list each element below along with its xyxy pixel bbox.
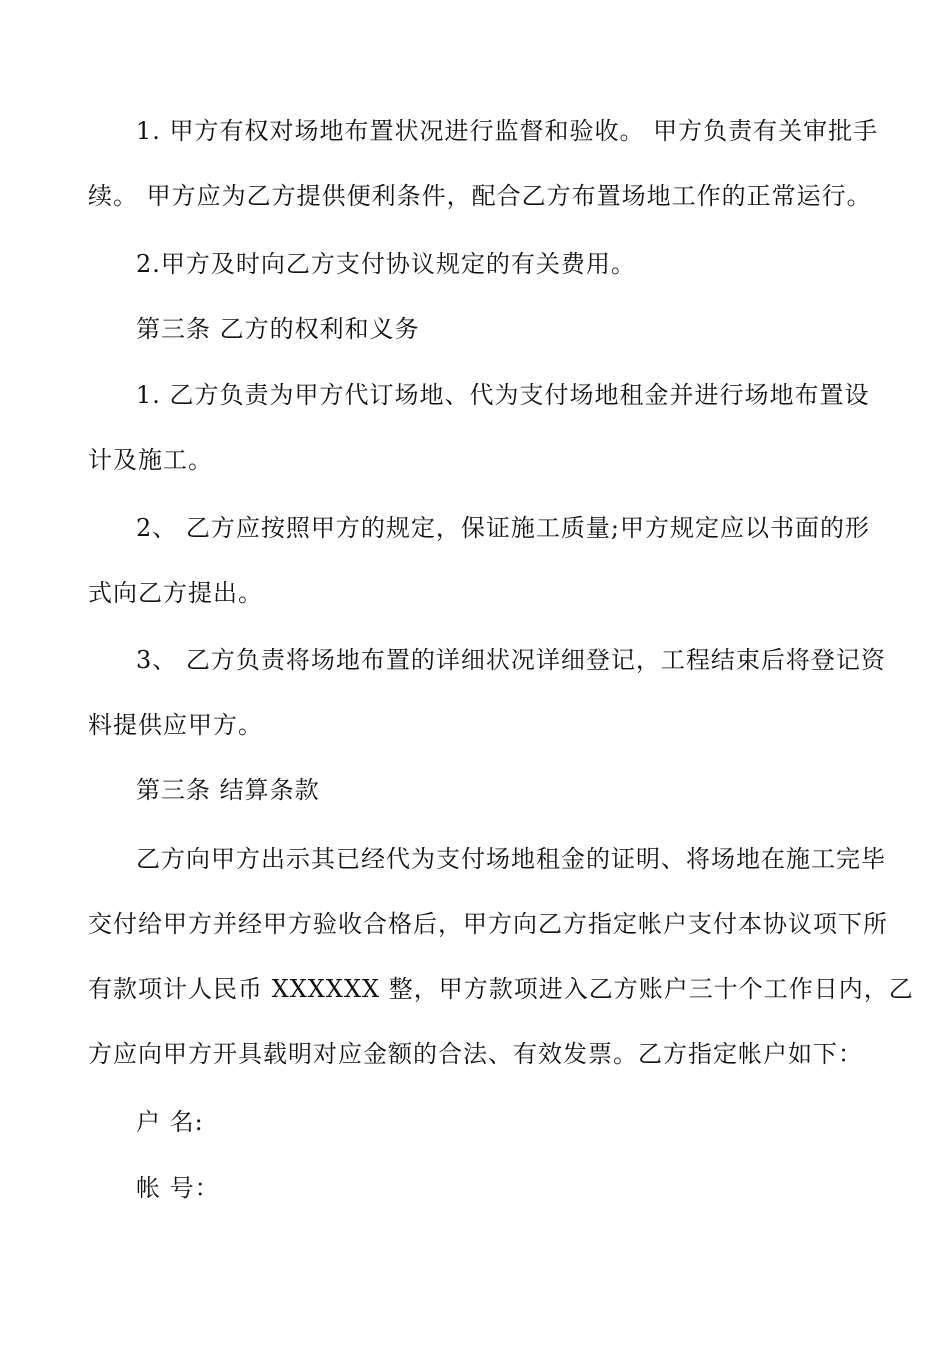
section-heading-settlement (88, 758, 868, 823)
paragraph-settlement-terms (88, 827, 914, 1087)
text-line: 有款项计人民币 XXXXXX 整，甲方款项进入乙方账户三十个工作日内，乙 (88, 975, 914, 1003)
text-line: 1. 甲方有权对场地布置状况进行监督和验收。 甲方负责有关审批手 (136, 117, 879, 145)
text-line: 式向乙方提出。 (88, 579, 263, 607)
section-heading-party-b-rights (88, 297, 868, 362)
paragraph-party-b-duty-3 (88, 628, 886, 758)
text-line: 续。 甲方应为乙方提供便利条件，配合乙方布置场地工作的正常运行。 (88, 182, 872, 210)
text-line: 交付给甲方并经甲方验收合格后，甲方向乙方指定帐户支付本协议项下所 (88, 910, 888, 938)
text-line: 方应向甲方开具载明对应金额的合法、有效发票。乙方指定帐户如下： (88, 1040, 863, 1068)
account-name-field (88, 1090, 868, 1155)
text-line: 1. 乙方负责为甲方代订场地、代为支付场地租金并进行场地布置设 (136, 381, 870, 409)
text-line: 乙方向甲方出示其已经代为支付场地租金的证明、将场地在施工完毕 (136, 845, 886, 873)
text-line: 第三条 乙方的权利和义务 (136, 315, 420, 343)
account-number-field (88, 1156, 868, 1221)
paragraph-party-b-duty-2 (88, 496, 868, 626)
text-line: 2.甲方及时向乙方支付协议规定的有关费用。 (136, 250, 636, 278)
text-line: 2、 乙方应按照甲方的规定，保证施工质量;甲方规定应以书面的形 (136, 514, 870, 542)
text-line: 料提供应甲方。 (88, 711, 263, 739)
text-line: 计及施工。 (88, 446, 213, 474)
text-line: 户 名: (136, 1108, 204, 1136)
text-line: 3、 乙方负责将场地布置的详细状况详细登记，工程结束后将登记资 (136, 646, 886, 674)
paragraph-party-a-rights-2 (88, 232, 868, 297)
text-line: 第三条 结算条款 (136, 776, 320, 804)
text-line: 帐 号： (136, 1174, 220, 1202)
paragraph-party-a-rights-1 (88, 99, 879, 229)
paragraph-party-b-duty-1 (88, 363, 868, 493)
